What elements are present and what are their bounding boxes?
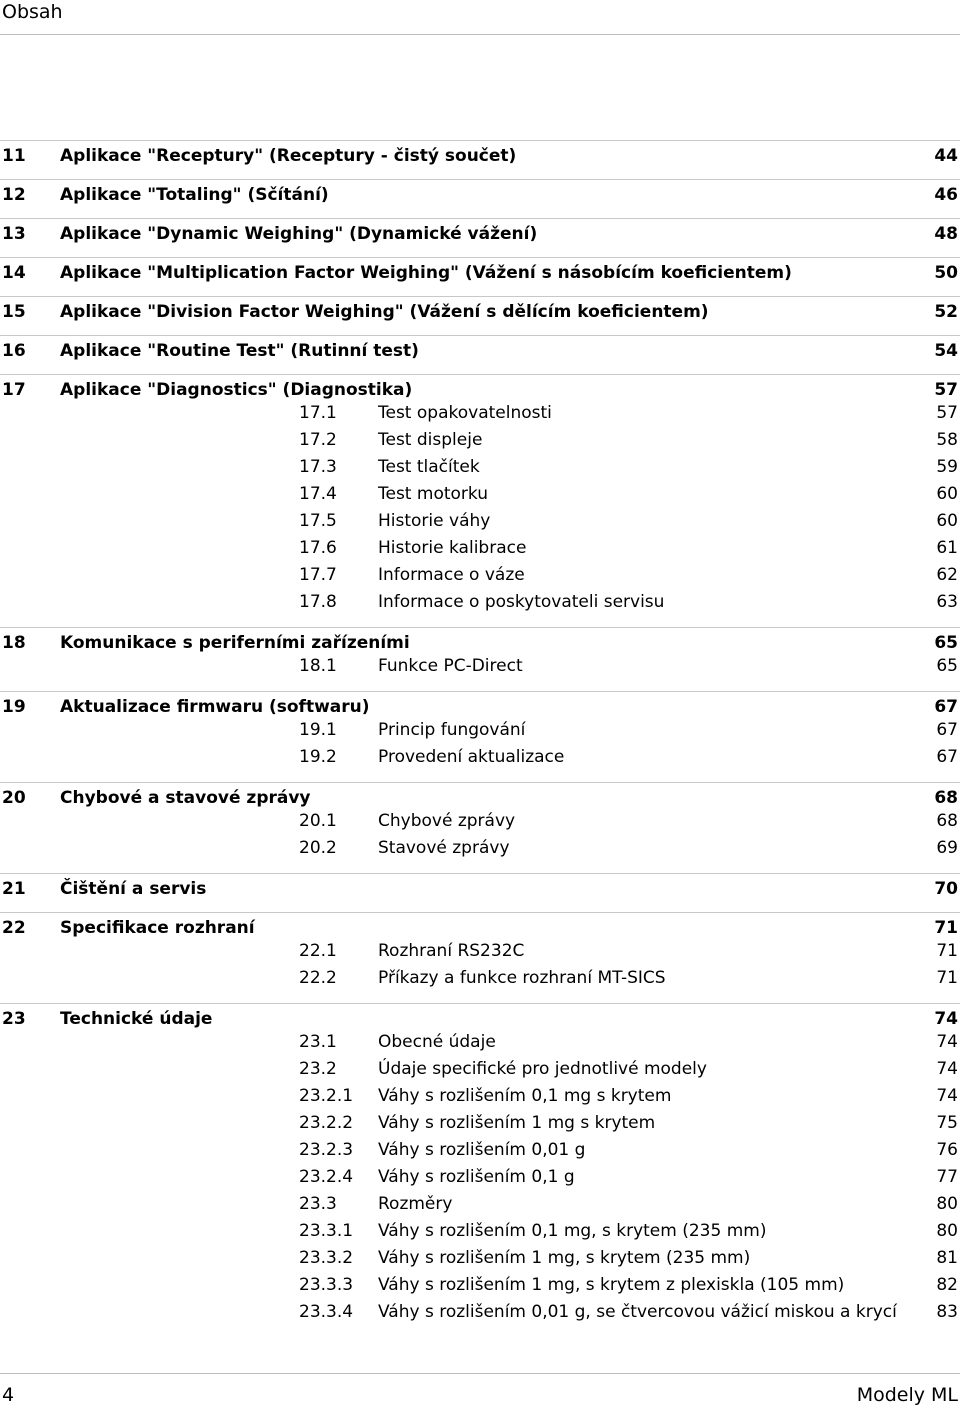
chapter-number: 13 — [2, 224, 26, 244]
subsection-page: 61 — [936, 538, 958, 558]
subsection-title: Test motorku — [378, 484, 488, 504]
toc-subsection-row[interactable] — [0, 1166, 960, 1192]
subsection-number: 19.2 — [299, 747, 337, 767]
subsection-title: Váhy s rozlišením 1 mg, s krytem z plexiskla (105 mm) — [378, 1275, 845, 1295]
subsection-title: Test displeje — [378, 430, 483, 450]
subsection-page: 68 — [936, 811, 958, 831]
toc-subsection-row[interactable] — [0, 940, 960, 966]
chapter-number: 12 — [2, 185, 26, 205]
subsection-number: 23.2.1 — [299, 1086, 354, 1106]
subsection-page: 71 — [936, 968, 958, 988]
toc-subsection-row[interactable] — [0, 402, 960, 428]
toc-subsection-row[interactable] — [0, 746, 960, 772]
toc-subsection-row[interactable] — [0, 1031, 960, 1057]
toc-subsection-row[interactable] — [0, 564, 960, 590]
subsection-page: 81 — [936, 1248, 958, 1268]
chapter-number: 11 — [2, 146, 26, 166]
toc-chapter-row[interactable] — [0, 218, 960, 257]
chapter-page: 70 — [934, 879, 958, 899]
toc-chapter-row[interactable] — [0, 873, 960, 912]
chapter-page: 50 — [934, 263, 958, 283]
subsection-number: 17.8 — [299, 592, 337, 612]
subsection-title: Příkazy a funkce rozhraní MT-SICS — [378, 968, 666, 988]
toc-subsection-row[interactable] — [0, 1085, 960, 1111]
footer-page-number: 4 — [2, 1384, 15, 1406]
chapter-number: 20 — [2, 788, 26, 808]
subsection-number: 23.3.2 — [299, 1248, 354, 1268]
toc-subsection-row[interactable] — [0, 510, 960, 536]
subsection-page: 76 — [936, 1140, 958, 1160]
subsection-page: 60 — [936, 511, 958, 531]
subsection-title: Váhy s rozlišením 0,1 mg, s krytem (235 mm) — [378, 1221, 767, 1241]
subsection-number: 17.5 — [299, 511, 337, 531]
subsection-page: 58 — [936, 430, 958, 450]
chapter-page: 68 — [934, 788, 958, 808]
subsection-number: 17.3 — [299, 457, 337, 477]
subsection-page: 57 — [936, 403, 958, 423]
subsection-page: 75 — [936, 1113, 958, 1133]
subsection-page: 77 — [936, 1167, 958, 1187]
chapter-page: 54 — [934, 341, 958, 361]
subsection-number: 23.2.3 — [299, 1140, 354, 1160]
subsection-page: 67 — [936, 747, 958, 767]
chapter-number: 23 — [2, 1009, 26, 1029]
subsection-page: 74 — [936, 1059, 958, 1079]
subsection-number: 23.3.3 — [299, 1275, 354, 1295]
toc-subsection-row[interactable] — [0, 810, 960, 836]
subsection-number: 23.2.2 — [299, 1113, 354, 1133]
subsection-title: Test tlačítek — [378, 457, 480, 477]
subsection-page: 80 — [936, 1221, 958, 1241]
chapter-number: 22 — [2, 918, 26, 938]
toc-subsection-row[interactable] — [0, 1112, 960, 1138]
chapter-number: 18 — [2, 633, 26, 653]
subsection-page: 63 — [936, 592, 958, 612]
subsection-page: 60 — [936, 484, 958, 504]
subsection-number: 19.1 — [299, 720, 337, 740]
subsection-title: Váhy s rozlišením 0,01 g — [378, 1140, 586, 1160]
chapter-title: Aplikace "Routine Test" (Rutinní test) — [60, 341, 419, 361]
toc-chapter-row[interactable] — [0, 296, 960, 335]
subsection-number: 23.2.4 — [299, 1167, 354, 1187]
subsection-title: Váhy s rozlišením 1 mg s krytem — [378, 1113, 656, 1133]
toc-subsection-row[interactable] — [0, 1274, 960, 1300]
chapter-page: 52 — [934, 302, 958, 322]
chapter-title: Chybové a stavové zprávy — [60, 788, 311, 808]
footer-doc-title: Modely ML — [856, 1384, 958, 1406]
subsection-number: 23.1 — [299, 1032, 337, 1052]
toc-subsection-row[interactable] — [0, 967, 960, 993]
chapter-page: 67 — [934, 697, 958, 717]
subsection-page: 82 — [936, 1275, 958, 1295]
subsection-title: Informace o poskytovateli servisu — [378, 592, 665, 612]
toc-subsection-row[interactable] — [0, 456, 960, 482]
toc-subsection-row[interactable] — [0, 837, 960, 863]
subsection-number: 17.6 — [299, 538, 337, 558]
subsection-number: 18.1 — [299, 656, 337, 676]
toc-subsection-row[interactable] — [0, 655, 960, 681]
page-footer — [0, 1373, 960, 1407]
chapter-title: Komunikace s periferními zařízeními — [60, 633, 410, 653]
header-title: Obsah — [2, 1, 63, 23]
chapter-title: Aplikace "Totaling" (Sčítání) — [60, 185, 329, 205]
chapter-number: 16 — [2, 341, 26, 361]
chapter-page: 71 — [934, 918, 958, 938]
subsection-page: 59 — [936, 457, 958, 477]
chapter-page: 46 — [934, 185, 958, 205]
subsection-title: Chybové zprávy — [378, 811, 516, 831]
toc-chapter-row[interactable] — [0, 257, 960, 296]
toc-subsection-row[interactable] — [0, 1247, 960, 1273]
toc-subsection-row[interactable] — [0, 719, 960, 745]
subsection-page: 71 — [936, 941, 958, 961]
page-header — [0, 0, 960, 35]
chapter-page: 74 — [934, 1009, 958, 1029]
subsection-number: 23.3.4 — [299, 1302, 354, 1322]
subsection-page: 69 — [936, 838, 958, 858]
subsection-number: 17.7 — [299, 565, 337, 585]
chapter-number: 14 — [2, 263, 26, 283]
toc-chapter-row[interactable] — [0, 179, 960, 218]
chapter-page: 48 — [934, 224, 958, 244]
subsection-title: Váhy s rozlišením 0,1 mg s krytem — [378, 1086, 672, 1106]
chapter-title: Čištění a servis — [60, 879, 207, 899]
subsection-page: 65 — [936, 656, 958, 676]
chapter-title: Aktualizace firmwaru (softwaru) — [60, 697, 370, 717]
subsection-title: Rozměry — [378, 1194, 453, 1214]
subsection-page: 74 — [936, 1086, 958, 1106]
subsection-title: Informace o váze — [378, 565, 525, 585]
subsection-number: 17.2 — [299, 430, 337, 450]
toc-subsection-row[interactable] — [0, 591, 960, 617]
subsection-number: 20.2 — [299, 838, 337, 858]
subsection-page: 74 — [936, 1032, 958, 1052]
subsection-title: Historie kalibrace — [378, 538, 527, 558]
subsection-page: 67 — [936, 720, 958, 740]
subsection-number: 23.2 — [299, 1059, 337, 1079]
chapter-title: Aplikace "Division Factor Weighing" (Vážení s dělícím koeficientem) — [60, 302, 709, 322]
subsection-title: Rozhraní RS232C — [378, 941, 525, 961]
toc-subsection-row[interactable] — [0, 429, 960, 455]
chapter-title: Specifikace rozhraní — [60, 918, 255, 938]
chapter-page: 57 — [934, 380, 958, 400]
chapter-title: Aplikace "Receptury" (Receptury - čistý součet) — [60, 146, 517, 166]
toc-subsection-row[interactable] — [0, 1058, 960, 1084]
subsection-title: Princip fungování — [378, 720, 526, 740]
chapter-title: Aplikace "Multiplication Factor Weighing" (Vážení s násobícím koeficientem) — [60, 263, 792, 283]
subsection-title: Stavové zprávy — [378, 838, 510, 858]
toc-subsection-row[interactable] — [0, 537, 960, 563]
subsection-number: 17.4 — [299, 484, 337, 504]
chapter-page: 44 — [934, 146, 958, 166]
subsection-number: 23.3 — [299, 1194, 337, 1214]
subsection-title: Funkce PC-Direct — [378, 656, 523, 676]
chapter-number: 21 — [2, 879, 26, 899]
toc-subsection-row[interactable] — [0, 483, 960, 509]
toc-subsection-row[interactable] — [0, 1301, 960, 1327]
subsection-title: Váhy s rozlišením 0,1 g — [378, 1167, 575, 1187]
subsection-title: Test opakovatelnosti — [378, 403, 552, 423]
toc-subsection-row[interactable] — [0, 1220, 960, 1246]
chapter-title: Aplikace "Dynamic Weighing" (Dynamické vážení) — [60, 224, 538, 244]
subsection-title: Provedení aktualizace — [378, 747, 565, 767]
subsection-number: 23.3.1 — [299, 1221, 354, 1241]
subsection-number: 22.2 — [299, 968, 337, 988]
subsection-title: Historie váhy — [378, 511, 491, 531]
subsection-number: 20.1 — [299, 811, 337, 831]
subsection-title: Váhy s rozlišením 0,01 g, se čtvercovou vážicí miskou a krycí — [378, 1302, 897, 1322]
toc-chapter-row[interactable] — [0, 335, 960, 374]
toc-subsection-row[interactable] — [0, 1193, 960, 1219]
subsection-page: 80 — [936, 1194, 958, 1214]
toc-chapter-row[interactable] — [0, 140, 960, 179]
subsection-title: Obecné údaje — [378, 1032, 496, 1052]
chapter-page: 65 — [934, 633, 958, 653]
chapter-number: 15 — [2, 302, 26, 322]
subsection-title: Váhy s rozlišením 1 mg, s krytem (235 mm) — [378, 1248, 751, 1268]
subsection-title: Údaje specifické pro jednotlivé modely — [378, 1059, 707, 1079]
subsection-page: 62 — [936, 565, 958, 585]
chapter-number: 19 — [2, 697, 26, 717]
subsection-number: 22.1 — [299, 941, 337, 961]
subsection-number: 17.1 — [299, 403, 337, 423]
chapter-number: 17 — [2, 380, 26, 400]
chapter-title: Aplikace "Diagnostics" (Diagnostika) — [60, 380, 413, 400]
toc-subsection-row[interactable] — [0, 1139, 960, 1165]
chapter-title: Technické údaje — [60, 1009, 213, 1029]
subsection-page: 83 — [936, 1302, 958, 1322]
